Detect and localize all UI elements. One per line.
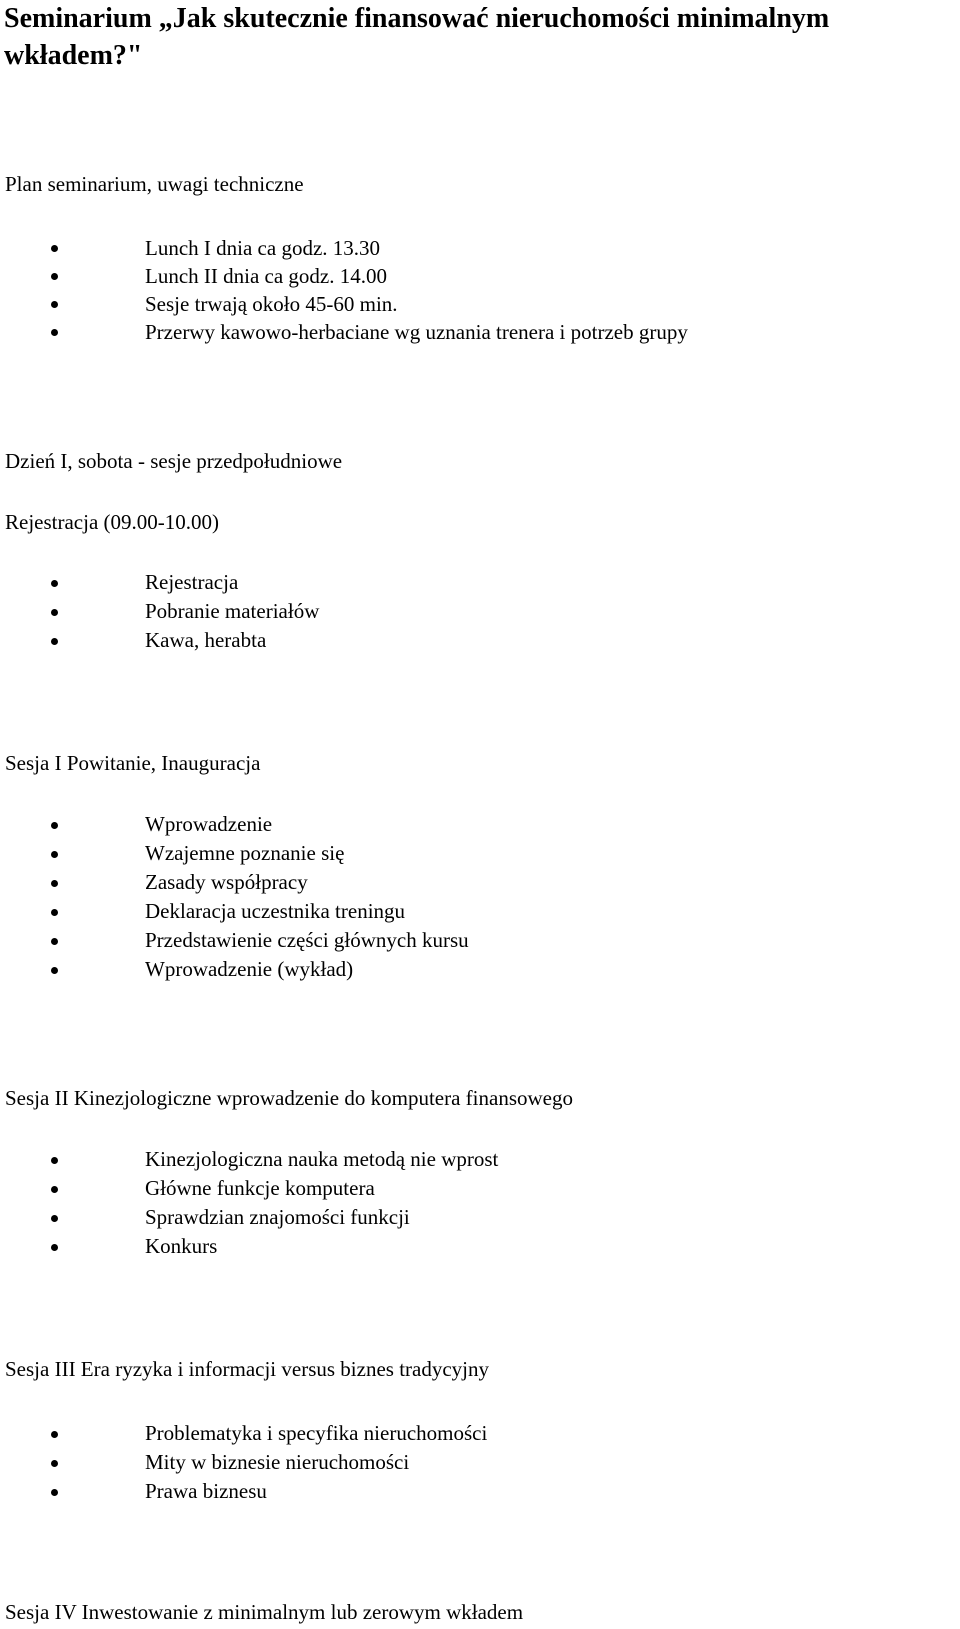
plan-list (0, 234, 688, 346)
bullet-icon (51, 301, 58, 308)
bullet-icon (51, 1157, 58, 1164)
bullet-icon (51, 938, 58, 945)
plan-heading: Plan seminarium, uwagi techniczne (5, 172, 304, 196)
list-item: Wprowadzenie (0, 810, 469, 839)
bullet-icon (51, 329, 58, 336)
bullet-icon (51, 822, 58, 829)
list-item: Sprawdzian znajomości funkcji (0, 1203, 498, 1232)
bullet-icon (51, 880, 58, 887)
session-3-list (0, 1419, 487, 1506)
bullet-icon (51, 1460, 58, 1467)
list-item: Sesje trwają około 45-60 min. (0, 290, 688, 318)
bullet-icon (51, 1489, 58, 1496)
session-3-heading: Sesja III Era ryzyka i informacji versus biznes tradycyjny (5, 1357, 489, 1381)
list-item: Problematyka i specyfika nieruchomości (0, 1419, 487, 1448)
bullet-icon (51, 580, 58, 587)
list-item: Kawa, herabta (0, 626, 319, 655)
session-4-heading: Sesja IV Inwestowanie z minimalnym lub zerowym wkładem (5, 1600, 524, 1624)
list-item: Deklaracja uczestnika treningu (0, 897, 469, 926)
list-item: Wprowadzenie (wykład) (0, 955, 469, 984)
list-item: Wzajemne poznanie się (0, 839, 469, 868)
list-item: Przerwy kawowo-herbaciane wg uznania trenera i potrzeb grupy (0, 318, 688, 346)
list-item: Konkurs (0, 1232, 498, 1261)
session-2-list (0, 1145, 498, 1261)
list-item: Prawa biznesu (0, 1477, 487, 1506)
list-item: Zasady współpracy (0, 868, 469, 897)
list-item: Mity w biznesie nieruchomości (0, 1448, 487, 1477)
bullet-icon (51, 609, 58, 616)
list-item: Kinezjologiczna nauka metodą nie wprost (0, 1145, 498, 1174)
bullet-icon (51, 1186, 58, 1193)
registration-list (0, 568, 319, 655)
bullet-icon (51, 273, 58, 280)
session-1-list (0, 810, 469, 984)
bullet-icon (51, 1244, 58, 1251)
bullet-icon (51, 638, 58, 645)
bullet-icon (51, 851, 58, 858)
list-item: Rejestracja (0, 568, 319, 597)
list-item: Pobranie materiałów (0, 597, 319, 626)
bullet-icon (51, 909, 58, 916)
registration-heading: Rejestracja (09.00-10.00) (5, 510, 220, 534)
document-title: Seminarium „Jak skutecznie finansować nieruchomości minimalnym wkładem?" (4, 3, 830, 71)
list-item: Lunch I dnia ca godz. 13.30 (0, 234, 688, 262)
list-item: Lunch II dnia ca godz. 14.00 (0, 262, 688, 290)
session-2-heading: Sesja II Kinezjologiczne wprowadzenie do komputera finansowego (5, 1086, 573, 1110)
bullet-icon (51, 967, 58, 974)
list-item: Główne funkcje komputera (0, 1174, 498, 1203)
bullet-icon (51, 1215, 58, 1222)
list-item: Przedstawienie części głównych kursu (0, 926, 469, 955)
day-one-heading: Dzień I, sobota - sesje przedpołudniowe (5, 449, 343, 473)
session-1-heading: Sesja I Powitanie, Inauguracja (5, 751, 261, 775)
bullet-icon (51, 245, 58, 252)
bullet-icon (51, 1431, 58, 1438)
